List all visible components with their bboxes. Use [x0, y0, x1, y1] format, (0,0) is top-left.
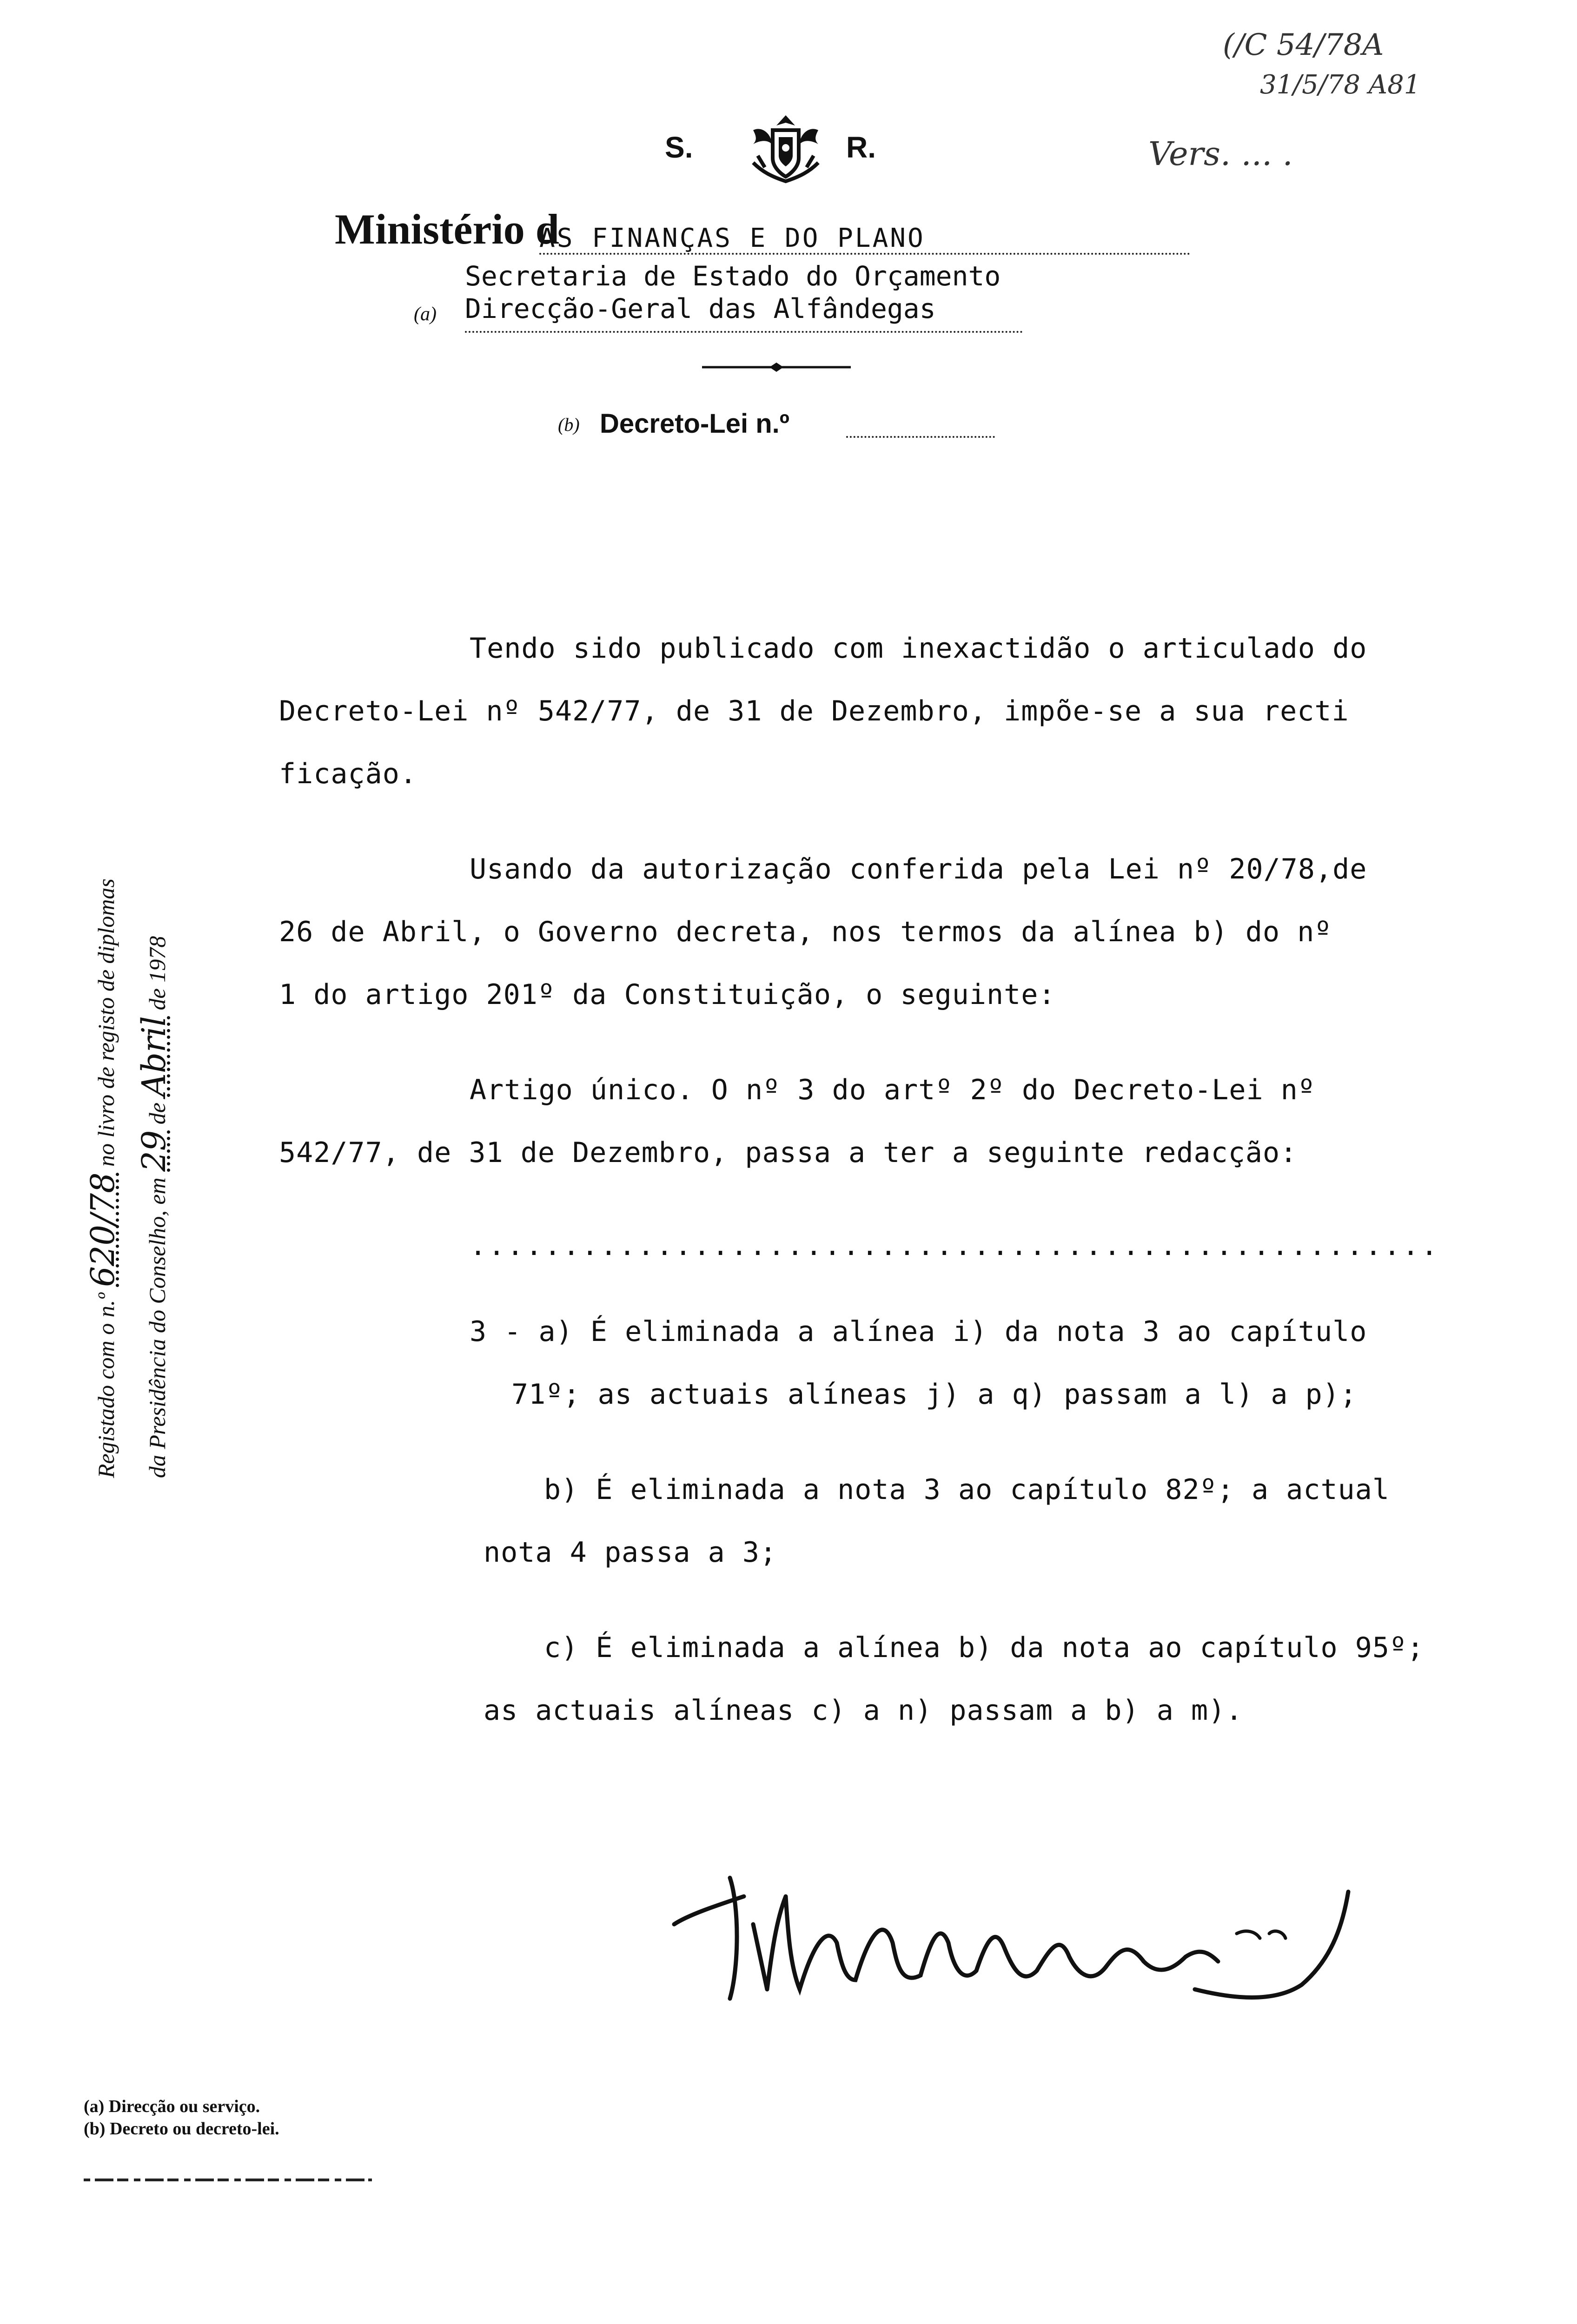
registration-year: de 1978: [144, 936, 170, 1010]
ornamental-divider: [702, 358, 851, 376]
item-b-line-1: b) É eliminada a nota 3 ao capítulo 82º; a actual: [544, 1473, 1390, 1506]
p2-line-2: 26 de Abril, o Governo decreta, nos termos da alínea b) do nº: [279, 916, 1332, 948]
p1-line-2: Decreto-Lei nº 542/77, de 31 de Dezembro, impõe-se a sua recti: [279, 695, 1349, 727]
footnotes: [84, 2096, 549, 2166]
ellipsis-line: ....................................................: [470, 1229, 1440, 1262]
p2-line-1: Usando da autorização conferida pela Lei nº 20/78,de: [470, 853, 1367, 885]
registration-month: Abril: [135, 1016, 173, 1097]
registration-number: 620/78: [84, 1172, 122, 1287]
annotation-reference: (/C 54/78A: [1223, 28, 1384, 62]
registration-prefix: Registado com o n.º: [93, 1293, 119, 1478]
item-c-line-2: as actuais alíneas c) a n) passam a b) a m).: [484, 1694, 1243, 1727]
item-c-line-1: c) É eliminada a alínea b) da nota ao capítulo 95º;: [544, 1631, 1425, 1664]
registration-stamp: [74, 572, 186, 1478]
dotted-rule: [465, 331, 1023, 333]
dotted-rule: [539, 253, 1190, 255]
item-a-line-2: 71º; as actuais alíneas j) a q) passam a l) a p);: [511, 1378, 1358, 1411]
footnote-marker-a: (a): [414, 304, 437, 325]
registration-day: 29: [135, 1130, 173, 1172]
p3-line-2: 542/77, de 31 de Dezembro, passa a ter a seguinte redacção:: [279, 1136, 1298, 1169]
registration-line-2: [135, 572, 173, 1478]
ministry-department: AS FINANÇAS E DO PLANO: [539, 223, 925, 253]
p1-line-3: ficação.: [279, 758, 417, 790]
annotation-note: Vers. ... .: [1148, 135, 1293, 173]
header-s-letter: S.: [665, 131, 693, 164]
decree-heading: [558, 404, 1023, 446]
registration-line-1: [84, 572, 122, 1478]
p3-line-1: Artigo único. O nº 3 do artº 2º do Decreto-Lei nº: [470, 1074, 1316, 1106]
registration-council: da Presidência do Conselho, em: [144, 1177, 170, 1478]
item-b-line-2: nota 4 passa a 3;: [484, 1536, 777, 1569]
direccao-geral-line: Direcção-Geral das Alfândegas: [465, 293, 936, 324]
decree-label: Decreto-Lei n.º: [600, 409, 789, 439]
registration-de: de: [144, 1103, 170, 1125]
handwritten-annotations: [1148, 19, 1567, 214]
footnote-marker-b: (b): [558, 414, 580, 435]
p2-line-3: 1 do artigo 201º da Constituição, o seguinte:: [279, 978, 1056, 1011]
footnote-b: (b) Decreto ou decreto-lei.: [84, 2119, 279, 2139]
dotted-rule: [846, 436, 995, 438]
footnote-a: (a) Direcção ou serviço.: [84, 2097, 260, 2116]
registration-suffix: no livro de registo de diplomas: [93, 878, 119, 1167]
printer-imprint-line: [84, 2175, 372, 2185]
item-a-line-1: 3 - a) É eliminada a alínea i) da nota 3 ao capítulo: [470, 1315, 1367, 1348]
handwritten-signature: [660, 1850, 1404, 2036]
ministry-block: [335, 205, 1218, 344]
letterhead: [665, 112, 907, 191]
ministry-prefix: Ministério d: [335, 205, 559, 253]
secretaria-line: Secretaria de Estado do Orçamento: [465, 260, 1001, 292]
p1-line-1: Tendo sido publicado com inexactidão o articulado do: [470, 632, 1367, 665]
header-r-letter: R.: [846, 131, 876, 164]
coat-of-arms-icon: [744, 112, 828, 186]
annotation-date: 31/5/78 A81: [1260, 70, 1421, 100]
